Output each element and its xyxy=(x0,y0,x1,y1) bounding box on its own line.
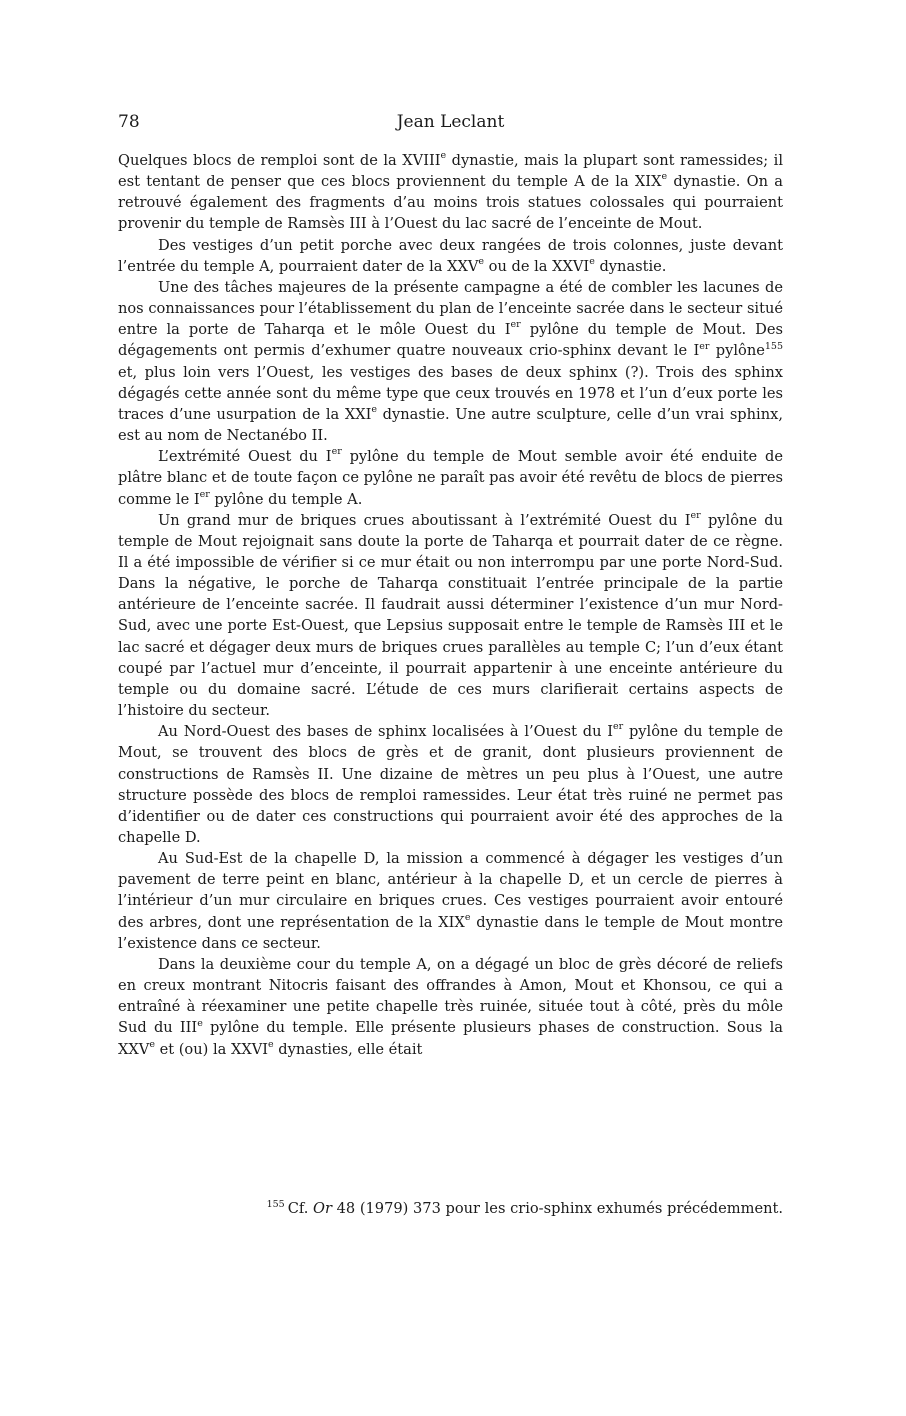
superscript: 155 xyxy=(764,340,783,352)
running-head-author: Jean Leclant xyxy=(396,112,505,132)
text-run: pylône xyxy=(709,342,765,360)
text-run: dynastie. xyxy=(594,257,667,275)
paragraph xyxy=(118,954,783,1060)
superscript: e xyxy=(661,171,668,183)
text-run: pylône du temple A. xyxy=(209,490,363,508)
text-run: Une des tâches majeures de la présente campagne a été de combler les lacunes de nos connaissances pour l’établissement du plan de l’enceinte sacrée dans le secteur situé entre la porte de Taharqa et le môle Ouest du I xyxy=(118,278,783,339)
footnote xyxy=(118,1198,783,1219)
paragraph xyxy=(118,721,783,848)
paragraph xyxy=(118,235,783,277)
text-run: Dans la deuxième cour du temple A, on a dégagé un bloc de grès décoré de reliefs en creux montrant Nitocris faisant des offrandes à Amon, Mout et Khonsou, ce qui a entraîné à réexaminer une petite chapelle très ruinée, située tout à côté, près du môle Sud du III xyxy=(118,955,783,1037)
paragraph xyxy=(118,848,783,954)
text-run: pylône du temple de Mout. Des dégagements ont permis d’exhumer quatre nouveaux crio-sphinx devant le I xyxy=(118,321,783,360)
footnote-text-after: 48 (1979) 373 pour les crio-sphinx exhumés précédemment. xyxy=(336,1200,783,1217)
superscript: er xyxy=(690,509,701,521)
text-run: dynastie. On a retrouvé également des fragments d’au moins trois statues colossales qui pourraient provenir du temple de Ramsès III à l’Ouest du lac sacré de l’enceinte de Mout. xyxy=(118,173,783,233)
superscript: er xyxy=(331,446,342,458)
superscript: er xyxy=(613,721,624,733)
paragraph xyxy=(118,510,783,722)
text-run: dynastie. Une autre sculpture, celle d’un vrai sphinx, est au nom de Nectanébo II. xyxy=(118,405,783,445)
text-run: pylône du temple de Mout semble avoir été enduite de plâtre blanc et de toute façon ce pylône ne paraît pas avoir été revêtu de blocs de pierres comme le I xyxy=(118,448,783,508)
footnote-number: 155 xyxy=(266,1199,285,1211)
page-number: 78 xyxy=(118,112,140,132)
text-run: dynasties, elle était xyxy=(273,1040,423,1058)
text-run: L’extrémité Ouest du I xyxy=(158,448,332,466)
superscript: er xyxy=(199,488,210,500)
text-run: ou de la XXVI xyxy=(484,257,590,275)
superscript: er xyxy=(510,319,521,331)
body-text xyxy=(118,150,783,1060)
text-run: Au Nord-Ouest des bases de sphinx localisées à l’Ouest du I xyxy=(158,723,614,741)
text-run: Au Sud-Est de la chapelle D, la mission a commencé à dégager les vestiges d’un pavement de terre peint en blanc, antérieur à la chapelle D, et un cercle de pierres à l’intérieur d’un mur circulaire en briques crues. Ces vestiges pourraient avoir entouré des arbres, dont une représentation de la XIX xyxy=(118,850,783,931)
footnote-journal: Or xyxy=(313,1200,332,1217)
superscript: e xyxy=(149,1038,155,1050)
superscript: e xyxy=(589,255,595,267)
text-run: dynastie dans le temple de Mout montre l’existence dans ce secteur. xyxy=(118,913,783,952)
text-run: pylône du temple de Mout rejoignait sans doute la porte de Taharqa et pourrait dater de ce règne. Il a été impossible de vérifier si ce mur était ou non interrompu par une porte Nord-Sud. Dans la négative, le porche de Taharqa constituait l’entrée principale de la partie antérieure de l’enceinte sacrée. Il faudrait aussi déterminer l’existence d’un mur Nord-Sud, avec une porte Est-Ouest, que Lepsius supposait entre le temple de Ramsès III et le lac sacré et dégager deux murs de briques crues parallèles au temple C; l’un d’eux étant coupé par l’actuel mur d’enceinte, il pourrait appartenir à une enceinte antérieure du temple ou du domaine sacré. L’étude de ces murs clarifierait certains aspects de l’histoire du secteur. xyxy=(118,511,783,720)
paragraph xyxy=(118,150,783,235)
text-run: Des vestiges d’un petit porche avec deux rangées de trois colonnes, juste devant l’entrée du temple A, pourraient dater de la XXV xyxy=(118,236,783,275)
superscript: e xyxy=(197,1017,203,1029)
text-run: Quelques blocs de remploi sont de la XVIII xyxy=(118,152,441,169)
text-run: pylône du temple. Elle présente plusieurs phases de construction. Sous la XXV xyxy=(118,1019,783,1058)
superscript: er xyxy=(699,340,710,352)
superscript: e xyxy=(478,255,485,267)
text-run: pylône du temple de Mout, se trouvent des blocs de grès et de granit, dont plusieurs proviennent de constructions de Ramsès II. Une dizaine de mètres un peu plus à l’Ouest, une autre structure possède des blocs de remploi ramessides. Leur état très ruiné ne permet pas d’identifier ou de dater ces constructions qui pourraient avoir été des approches de la chapelle D. xyxy=(118,723,783,846)
paragraph xyxy=(118,446,783,509)
superscript: e xyxy=(371,404,378,416)
running-header xyxy=(118,112,783,138)
footnote-text-before: Cf. xyxy=(287,1200,309,1217)
superscript: e xyxy=(268,1038,274,1050)
text-run: dynastie, mais la plupart sont ramessides; il est tentant de penser que ces blocs proviennent du temple A de la XIX xyxy=(118,152,783,191)
text-run: et (ou) la XXVI xyxy=(154,1040,269,1058)
text-run: Un grand mur de briques crues aboutissant à l’extrémité Ouest du I xyxy=(158,511,691,529)
paragraph xyxy=(118,277,783,446)
superscript: e xyxy=(464,911,471,923)
superscript: e xyxy=(440,150,447,162)
text-run: et, plus loin vers l’Ouest, les vestiges des bases de deux sphinx (?). Trois des sphinx dégagés cette année sont du même type que ceux trouvés en 1978 et l’un d’eux porte les traces d’une usurpation de la XXI xyxy=(118,363,783,423)
